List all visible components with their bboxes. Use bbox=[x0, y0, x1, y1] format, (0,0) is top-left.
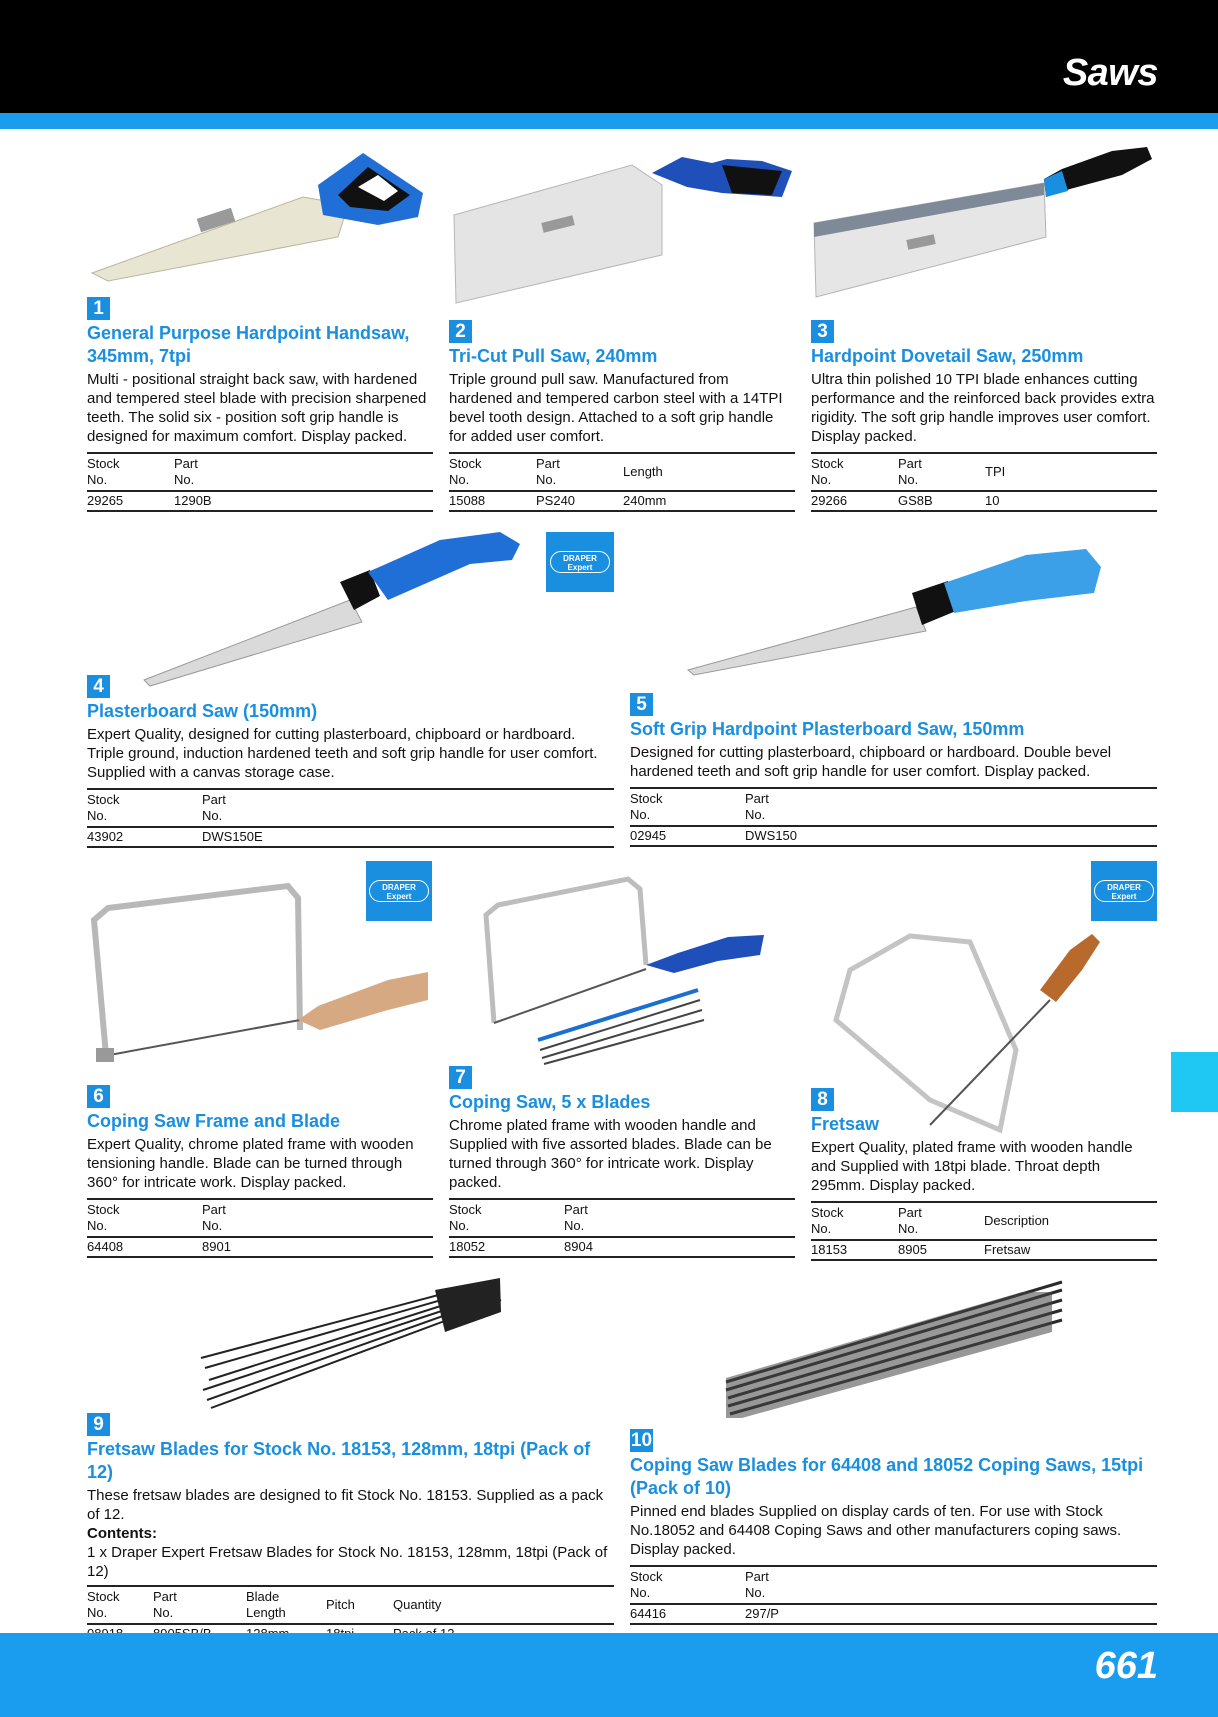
contents-text: 1 x Draper Expert Fretsaw Blades for Stock No. 18153, 128mm, 18tpi (Pack of 12) bbox=[87, 1544, 608, 1580]
product-title: Coping Saw Frame and Blade bbox=[87, 1111, 341, 1131]
header-blade-length: Blade Length bbox=[246, 1589, 286, 1620]
product-7 bbox=[449, 1066, 795, 1258]
header-pitch: Pitch bbox=[326, 1597, 355, 1612]
header-part: Part No. bbox=[898, 1205, 922, 1236]
spec-table bbox=[87, 1198, 433, 1258]
header-length: Length bbox=[623, 464, 663, 479]
product-9 bbox=[87, 1413, 614, 1645]
table-row bbox=[449, 1237, 795, 1257]
product-description: Pinned end blades Supplied on display cards of ten. For use with Stock No.18052 and 64408 Coping Saws and other manufacturers coping saws. Display packed. bbox=[630, 1503, 1122, 1558]
product-title: Fretsaw Blades for Stock No. 18153, 128mm, 18tpi (Pack of 12) bbox=[87, 1439, 591, 1482]
product-number: 3 bbox=[811, 320, 834, 343]
stock-number: 43902 bbox=[87, 829, 124, 844]
product-10 bbox=[630, 1429, 1157, 1625]
product-title bbox=[87, 322, 433, 368]
page-footer bbox=[0, 1633, 1218, 1717]
product-title: Plasterboard Saw (150mm) bbox=[87, 701, 318, 721]
product-8 bbox=[811, 1088, 1157, 1261]
product-description: These fretsaw blades are designed to fit Stock No. 18153. Supplied as a pack of 12. bbox=[87, 1487, 604, 1523]
spec-table bbox=[630, 1565, 1157, 1625]
header-stock: Stock No. bbox=[449, 456, 482, 487]
pull-saw-image bbox=[452, 145, 797, 305]
product-number: 10 bbox=[630, 1430, 653, 1451]
product-title: Fretsaw bbox=[811, 1114, 880, 1134]
header-stock: Stock No. bbox=[630, 1569, 663, 1600]
header-stock: Stock No. bbox=[630, 791, 663, 822]
product-title: Hardpoint Dovetail Saw, 250mm bbox=[811, 346, 1084, 366]
product-number: 2 bbox=[449, 320, 472, 343]
product-number: 9 bbox=[87, 1413, 110, 1436]
page-number: 661 bbox=[1094, 1645, 1158, 1687]
header-stock: Stock No. bbox=[87, 1202, 120, 1233]
page-header bbox=[0, 0, 1218, 113]
spec-table bbox=[630, 787, 1157, 847]
product-title: Tri-Cut Pull Saw, 240mm bbox=[449, 346, 658, 366]
product-title bbox=[630, 1454, 1157, 1500]
table-row bbox=[811, 491, 1157, 511]
table-row bbox=[87, 1237, 433, 1257]
dovetail-saw-image bbox=[812, 145, 1157, 305]
product-title-line1: General Purpose Hardpoint Handsaw, bbox=[87, 323, 410, 343]
draper-expert-logo: DRAPER Expert bbox=[366, 861, 432, 921]
fretsaw-blades-image bbox=[195, 1272, 505, 1412]
section-tab bbox=[1171, 1052, 1218, 1112]
header-quantity: Quantity bbox=[393, 1597, 442, 1612]
draper-expert-logo: DRAPER Expert bbox=[546, 532, 614, 592]
header-part: Part No. bbox=[745, 1569, 769, 1600]
header-part: Part No. bbox=[202, 792, 226, 823]
part-number: 297/P bbox=[745, 1606, 779, 1621]
tpi-value: 10 bbox=[985, 493, 1000, 508]
product-number: 1 bbox=[87, 297, 110, 320]
part-number: 8904 bbox=[564, 1239, 593, 1254]
spec-table bbox=[449, 1198, 795, 1258]
part-number: 8901 bbox=[202, 1239, 231, 1254]
part-number: 1290B bbox=[174, 493, 212, 508]
part-number: DWS150E bbox=[202, 829, 263, 844]
header-stock: Stock No. bbox=[449, 1202, 482, 1233]
table-row bbox=[87, 491, 433, 511]
plasterboard-saw-image bbox=[140, 530, 530, 690]
header-part: Part No. bbox=[202, 1202, 226, 1233]
header-part: Part No. bbox=[536, 456, 560, 487]
spec-table bbox=[87, 452, 433, 512]
product-description: Expert Quality, plated frame with wooden handle and Supplied with 18tpi blade. Throat depth 295mm. Display packed. bbox=[811, 1139, 1133, 1194]
product-description: Multi - positional straight back saw, with hardened and tempered steel blade with precision sharpened teeth. The solid six - position soft grip handle is designed for maximum comfort. Display packed. bbox=[87, 371, 427, 445]
table-row bbox=[630, 826, 1157, 846]
header-description: Description bbox=[984, 1213, 1050, 1228]
product-3 bbox=[811, 320, 1157, 512]
product-1 bbox=[87, 297, 433, 512]
spec-table bbox=[87, 788, 614, 848]
product-number: 8 bbox=[811, 1088, 834, 1111]
product-title-line2: (Pack of 10) bbox=[630, 1478, 732, 1498]
header-stock: Stock No. bbox=[811, 456, 844, 487]
contents-label: Contents: bbox=[87, 1525, 157, 1542]
product-description: Expert Quality, designed for cutting plasterboard, chipboard or hardboard. Triple ground, induction hardened teeth and soft grip handle for user comfort. Supplied with a canvas storage case. bbox=[87, 726, 598, 781]
coping-saw-blades-image bbox=[478, 875, 768, 1065]
header-stock: Stock No. bbox=[87, 1589, 120, 1620]
stock-number: 18052 bbox=[449, 1239, 486, 1254]
header-part: Part No. bbox=[174, 456, 198, 487]
product-number: 5 bbox=[630, 693, 653, 716]
table-row bbox=[87, 827, 614, 847]
spec-table bbox=[449, 452, 795, 512]
stock-number: 29266 bbox=[811, 493, 848, 508]
product-2 bbox=[449, 320, 795, 512]
product-number: 7 bbox=[449, 1066, 472, 1089]
product-title-line1: Coping Saw Blades for 64408 and 18052 Coping Saws, 15tpi bbox=[630, 1455, 1144, 1475]
spec-table bbox=[811, 452, 1157, 512]
header-part: Part No. bbox=[745, 791, 769, 822]
header-stock: Stock No. bbox=[811, 1205, 844, 1236]
section-title: Saws bbox=[1062, 52, 1158, 94]
product-description: Triple ground pull saw. Manufactured from hardened and tempered carbon steel with a 14TPI bevel tooth design. Attached to a soft grip handle for added user comfort. bbox=[449, 371, 783, 445]
product-5 bbox=[630, 693, 1157, 847]
product-description: Chrome plated frame with wooden handle and Supplied with five assorted blades. Blade can be turned through 360° for intricate work. Display packed. bbox=[449, 1117, 772, 1191]
stock-number: 64416 bbox=[630, 1606, 667, 1621]
product-6 bbox=[87, 1085, 433, 1258]
description-value: Fretsaw bbox=[984, 1242, 1031, 1257]
soft-grip-plasterboard-saw-image bbox=[686, 545, 1106, 675]
handsaw-image bbox=[88, 145, 433, 285]
table-row bbox=[630, 1604, 1157, 1624]
product-title: Coping Saw, 5 x Blades bbox=[449, 1092, 651, 1112]
coping-saw-blades-pack-image bbox=[722, 1272, 1067, 1422]
product-title-line2: 345mm, 7tpi bbox=[87, 346, 192, 366]
part-number: PS240 bbox=[536, 493, 576, 508]
product-description: Designed for cutting plasterboard, chipboard or hardboard. Double bevel hardened teeth and soft grip handle for user comfort. Display packed. bbox=[630, 744, 1112, 780]
draper-expert-logo: DRAPER Expert bbox=[1091, 861, 1157, 921]
length-value: 240mm bbox=[623, 493, 667, 508]
header-stripe bbox=[0, 113, 1218, 129]
stock-number: 64408 bbox=[87, 1239, 124, 1254]
part-number: 8905 bbox=[898, 1242, 927, 1257]
stock-number: 29265 bbox=[87, 493, 124, 508]
stock-number: 02945 bbox=[630, 828, 667, 843]
part-number: DWS150 bbox=[745, 828, 798, 843]
table-row bbox=[449, 491, 795, 511]
part-number: GS8B bbox=[898, 493, 933, 508]
product-title: Soft Grip Hardpoint Plasterboard Saw, 150mm bbox=[630, 719, 1025, 739]
header-tpi: TPI bbox=[985, 464, 1006, 479]
product-number: 6 bbox=[87, 1085, 110, 1108]
header-stock: Stock No. bbox=[87, 792, 120, 823]
header-part: Part No. bbox=[564, 1202, 588, 1233]
stock-number: 18153 bbox=[811, 1242, 848, 1257]
table-row bbox=[811, 1240, 1157, 1260]
header-stock: Stock No. bbox=[87, 456, 120, 487]
header-part: Part No. bbox=[898, 456, 922, 487]
header-part: Part No. bbox=[153, 1589, 177, 1620]
product-description: Ultra thin polished 10 TPI blade enhances cutting performance and the reinforced back provides extra rigidity. The soft grip handle improves user comfort. Display packed. bbox=[811, 371, 1155, 445]
stock-number: 15088 bbox=[449, 493, 486, 508]
spec-table bbox=[811, 1201, 1157, 1261]
product-number: 4 bbox=[87, 675, 110, 698]
product-4 bbox=[87, 675, 614, 848]
product-description: Expert Quality, chrome plated frame with wooden tensioning handle. Blade can be turned through 360° for intricate work. Display packed. bbox=[87, 1136, 414, 1191]
